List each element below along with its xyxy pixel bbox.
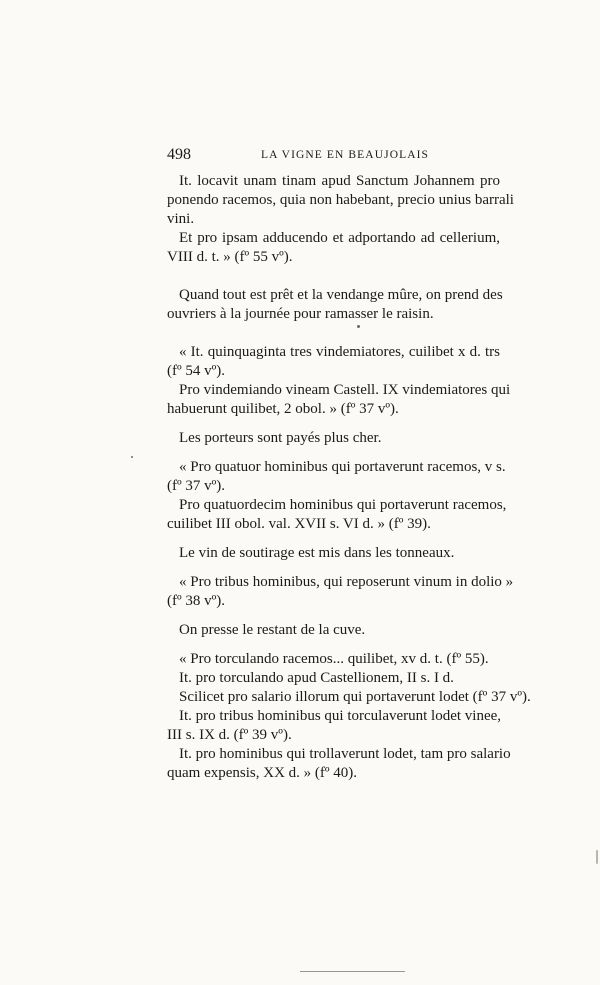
scan-speck xyxy=(357,325,360,328)
text-line: Le vin de soutirage est mis dans les tonneaux. xyxy=(179,545,455,561)
text-line: It. pro hominibus qui trollaverunt lodet, tam pro salario xyxy=(179,746,511,762)
page-number: 498 xyxy=(167,146,191,163)
text-line: ponendo racemos, quia non habebant, precio unius barrali xyxy=(167,192,514,208)
text-line: cuilibet III obol. val. XVII s. VI d. » (fº 39). xyxy=(167,516,431,532)
text-line: « Pro quatuor hominibus qui portaverunt racemos, v s. xyxy=(179,459,506,475)
text-line: (fº 37 vº). xyxy=(167,478,226,494)
text-line: vini. xyxy=(167,211,195,227)
text-line: (fº 54 vº). xyxy=(167,363,226,379)
body-text xyxy=(167,172,531,783)
running-title: LA VIGNE EN BEAUJOLAIS xyxy=(261,149,430,161)
text-line: Quand tout est prêt et la vendange mûre, on prend des xyxy=(179,287,503,303)
text-line: Pro quatuordecim hominibus qui portaverunt racemos, xyxy=(179,497,507,513)
text-line: Et pro ipsam adducendo et adportando ad cellerium, xyxy=(179,230,500,246)
text-line: habuerunt quilibet, 2 obol. » (fº 37 vº). xyxy=(167,401,399,417)
text-line: Scilicet pro salario illorum qui portaverunt lodet (fº 37 vº). xyxy=(179,689,531,705)
text-line: On presse le restant de la cuve. xyxy=(179,622,366,638)
text-line: Les porteurs sont payés plus cher. xyxy=(179,430,382,446)
text-line: « It. quinquaginta tres vindemiatores, cuilibet x d. trs xyxy=(179,344,500,360)
text-line: « Pro tribus hominibus, qui reposerunt vinum in dolio » xyxy=(179,574,514,590)
text-line: quam expensis, XX d. » (fº 40). xyxy=(167,765,358,781)
text-line: Pro vindemiando vineam Castell. IX vindemiatores qui xyxy=(179,382,511,398)
text-line: III s. IX d. (fº 39 vº). xyxy=(167,727,292,743)
text-line: It. pro torculando apud Castellionem, II s. I d. xyxy=(179,670,454,686)
text-line: (fº 38 vº). xyxy=(167,593,226,609)
footer-rule xyxy=(300,971,405,972)
text-line: « Pro torculando racemos... quilibet, xv d. t. (fº 55). xyxy=(179,651,489,667)
text-line: It. pro tribus hominibus qui torculaverunt lodet vinee, xyxy=(179,708,502,724)
scan-speck xyxy=(131,456,133,458)
text-line: ouvriers à la journée pour ramasser le raisin. xyxy=(167,306,434,322)
scan-speck xyxy=(596,850,598,864)
text-line: It. locavit unam tinam apud Sanctum Johannem pro xyxy=(179,173,500,189)
text-line: VIII d. t. » (fº 55 vº). xyxy=(167,249,293,265)
page-header xyxy=(167,146,500,166)
